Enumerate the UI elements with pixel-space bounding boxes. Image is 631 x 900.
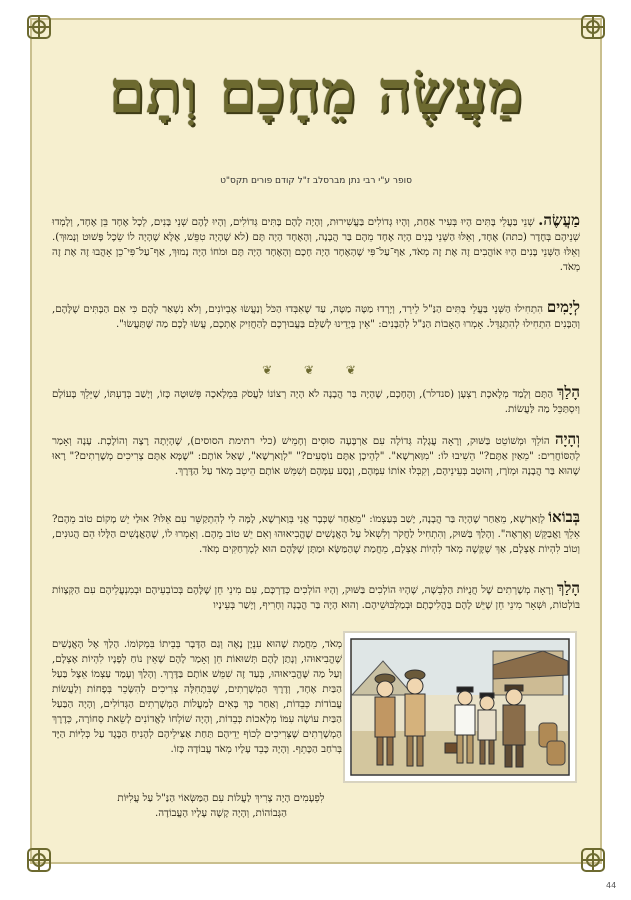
corner-ornament-icon bbox=[578, 845, 608, 875]
paragraph-4 bbox=[52, 432, 580, 504]
paragraph-lead: בְּבוֹאוֹ bbox=[548, 508, 580, 526]
paragraph-lead: הָלַךְ bbox=[556, 579, 580, 597]
paragraph-1 bbox=[52, 213, 580, 291]
section-divider: ❦ ❦ ❦ bbox=[262, 363, 370, 377]
paragraph-lead: וְהָיָה bbox=[554, 430, 580, 448]
paragraph-text: הַתָּם וְלָמַד מְלֶאכֶת רַצְעָן (סנדלר), וְהֶחָכָם, שֶׁהָיָה בַּר הֲבָנָה לֹא הָיָה רְצוֹנוֹ לַעֲסֹק בִּמְלָאכָה פְּשׁוּטָה כָּזוֹ, וְיָשַׁב בְּדַעְתּוֹ, שֶׁיֵּלֵךְ בָּעוֹלָם וְיִסְתַּכֵּל מַה לַּעֲשׂוֹת. bbox=[52, 389, 580, 415]
paragraph-text: הִתְחִילוּ הַשְּׁנֵי בַּעֲלֵי בָּתִּים הַנַּ"ל לֵירֵד, וְיָרְדוּ מַטָּה מַטָּה, עַד שֶׁאִבְּדוּ הַכֹּל וְנַעֲשׂוּ אֶבְיוֹנִים, וְלֹא נִשְׁאַר לָהֶם כִּי אִם הַבָּתִּים שֶׁלָּהֶם, וְהַבָּנִים הִתְחִילוּ לְהִתְגַּדֵּל. אָמְרוּ הָאָבוֹת הַנַּ"ל לְהַבָּנִים: "אֵין בְּיָדֵינוּ לְשַׁלֵּם בַּעֲבוּרְכֶם לְהַחֲזִיק אֶתְכֶם, עֲשׂוּ לָכֶם מַה שֶּׁתַּעֲשׂוּ". bbox=[52, 304, 580, 330]
paragraph-6-continued: מְאֹד, מֵחֲמַת שֶׁהוּא עִנְיָן נָאֶה וְגַם הַדָּבָר בְּבֵיתוֹ בִּמְקוֹמוֹ. הָלַךְ אֶל הָאֲנָשִׁים שֶׁהֱבִיאוּהוּ, וְנָתַן לָהֶם תְּשׁוּאוֹת חֵן וְאָמַר לָהֶם שֶׁאֵין נוֹחַ לְפָנָיו לִהְיוֹת אֶצְלָם, וְעַל מַה שֶּׁהֱבִיאוּהוּ, בְּעַד זֶה שִׁמֵּשׁ אוֹתָם בַּדֶּרֶךְ. וְהָלַךְ וְעָמַד עַצְמוֹ אֵצֶל בַּעַל הַבַּיִת אֶחָד, וְדֶרֶךְ הַמְשָׁרְתִים, שֶׁבִּתְחִלָּה צְרִיכִים לְהִשָּׂכֵר בְּפָחוֹת וְלַעֲשׂוֹת עֲבוֹדוֹת כְּבֵדוֹת, וְאַחַר כָּךְ בָּאִים לְמַעֲלוֹת הַמְשָׁרְתִים הַגְּדוֹלִים, וְהָיָה הַבַּעַל הַבַּיִת עוֹשֶׂה עִמּוֹ מְלָאכוֹת כְּבֵדוֹת, וְהָיָה שׁוֹלְחוֹ לַאֲדוֹנִים לָשֵׂאת סְחוֹרָה, כְּדֶרֶךְ הַמְשָׁרְתִים שֶׁצְּרִיכִים לְכוֹף יְדֵיהֶם תַּחַת אַצִּילֵיהֶם לְהָנִיחַ הַבֶּגֶד עַל כְּלִיּוֹת הַיָּד בְּרֹחַב הַכָּתֵף. וְהָיָה כָּבֵד עָלָיו מְאֹד עֲבוֹדָה כָּזוֹ. bbox=[52, 639, 342, 755]
paragraph-2 bbox=[52, 300, 580, 352]
byline: סופר ע"י רבי נתן מברסלב ז"ל קודם פורים תקס"ט bbox=[220, 176, 412, 186]
paragraph-lead: לְיָמִים bbox=[546, 298, 580, 316]
page-number: 44 bbox=[606, 881, 617, 890]
story-illustration bbox=[343, 631, 577, 783]
paragraph-lead: הָלַךְ bbox=[556, 383, 580, 401]
paragraph-3 bbox=[52, 385, 580, 421]
paragraph-text: וְרָאָה מְשָׁרְתִים שֶׁל חֲנֻיּוֹת הַלְּבֵשָׁה, שֶׁהָיוּ הוֹלְכִים בַּשּׁוּק, וְהָיוּ הוֹלְכִים כְּדַרְכָּם, עִם מִינֵי חֵן שֶׁלָּהֶם בְּכוֹבְעֵיהֶם וּבְמִנְעֲלֵיהֶם עִם הַקְּצָווֹת בּוֹלְטוֹת, וּשְׁאָר מִינֵי חֵן שֶׁיֵּשׁ לָהֶם בַּהֲלִיכָתָם וּבְמַלְבּוּשֵׁיהֶם. וְהוּא הָיָה בַּר הֲבָנָה וְחָרִיף, וְיָשַׁר בְּעֵינָיו bbox=[52, 585, 580, 611]
paragraph-closing: לִפְעָמִים הָיָה צָרִיךְ לַעֲלוֹת עִם הַמַּשְּׂאוֹי הַנַּ"ל עַל עֲלִיּוֹת הַגְּבוֹהוֹת, וְהָיָה קָשֶׁה עָלָיו הָעֲבוֹדָה. bbox=[117, 793, 325, 819]
paragraph-lead: מַעֲשֶׂה. bbox=[538, 211, 580, 229]
paragraph-text: שְׁנֵי בַּעֲלֵי בָּתִּים הָיוּ בְּעִיר אַחַת, וְהָיוּ גְּדוֹלִים בַּעֲשִׁירוּת, וְהָיָה לָהֶם בָּתִּים גְּדוֹלִים, וְהָיוּ לָהֶם שְׁנֵי בָּנִים, לְכָל אֶחָד בֵּן אֶחָד, וְלָמְדוּ שְׁנֵיהֶם בְּחֶדֶר (כתה) אֶחָד, וְאֵלּוּ הַשְּׁנֵי בָּנִים הָיָה אֶחָד מֵהֶם בַּר הֲבָנָה, וְהָאֶחָד הָיָה תָּם (לא שֶׁהָיָה טִפֵּשׁ, אֶלָּא שֶׁהָיָה לוֹ שֵׂכֶל פָּשׁוּט וְנָמוּךְ). וְאֵלּוּ הַשְּׁנֵי בָּנִים הָיוּ אוֹהֲבִים זֶה אֶת זֶה מְאֹד, אַף־עַל־פִּי שֶׁהָאֶחָד הָיָה חָכָם וְהָאֶחָד הָיָה תָּם וּמֹחוֹ הָיָה נָמוּךְ, אַף־עַל־פִּי־כֵן אָהֲבוּ זֶה אֶת זֶה מְאֹד. bbox=[52, 217, 580, 273]
paragraph-text: הוֹלֵךְ וּמְשׁוֹטֵט בַּשּׁוּק, וְרָאָה עֲגָלָה גְּדוֹלָה עִם אַרְבָּעָה סוּסִים וְחָמֵישׁ (כלי רתימת הסוסים), שֶׁהָיְתָה רָצָה וְהוֹלֶכֶת. עָנָה וְאָמַר לְהַסּוֹחֲרִים: "מֵאַיִן אַתֶּם?" הֵשִׁיבוּ לוֹ: "מִוַּארְשָׁא". "לְהֵיכָן אַתֶּם נוֹסְעִים?" "לְוַארְשָׁא", שָׁאַל אוֹתָם: "שֶׁמָּא אַתֶּם צְרִיכִים מְשָׁרְתִים?" רָאוּ שֶׁהוּא בַּר הֲבָנָה וּמְזֹרָז, וְהוּטַב בְּעֵינֵיהֶם, וְקִבְּלוּ אוֹתוֹ עִמָּהֶם, וְנָסַע עִמָּהֶם וְשִׁמֵּשׁ אוֹתָם הֵיטֵב מְאֹד עַל הַדֶּרֶךְ. bbox=[52, 436, 580, 477]
page-title: מַעֲשֶׂה מֵחָכָם וְתָם bbox=[108, 58, 524, 126]
paragraph-text: לְוַארְשָׁא, מֵאַחַר שֶׁהָיָה בַּר הֲבָנָה, יָשַׁב בְּעַצְמוֹ: "מֵאַחַר שֶׁכְּבָר אֲנִי בְּוַארְשָׁא, לָמָּה לִי לְהִתְקַשֵּׁר עִם אֵלּוּ? אוּלַי יֵשׁ מָקוֹם טוֹב מֵהֶם? אֵלֵךְ וַאֲבַקֵּשׁ וְאֶרְאֶה". וְהָלַךְ בַּשּׁוּק, וְהִתְחִיל לַחֲקֹר וְלִשְׁאֹל עַל הָאֲנָשִׁים שֶׁהֱבִיאוּהוּ וְאִם יֵשׁ טוֹב מֵהֶם. וְאָמְרוּ לוֹ, שֶׁהָאֲנָשִׁים הַלָּלוּ הֵם הֲגוּנִים, וְטוֹב לִהְיוֹת אֶצְלָם, אַךְ שֶׁקָּשֶׁה מְאֹד לִהְיוֹת אֶצְלָם, מֵחֲמַת שֶׁהַמַּשָּׂא וּמַתָּן שֶׁלָּהֶם הוּא לְמֶרְחַקִּים מְאֹד. bbox=[52, 514, 580, 555]
corner-ornament-icon bbox=[578, 12, 608, 42]
corner-ornament-icon bbox=[24, 12, 54, 42]
paragraph-5 bbox=[52, 510, 580, 574]
corner-ornament-icon bbox=[24, 845, 54, 875]
paragraph-6 bbox=[52, 581, 580, 637]
